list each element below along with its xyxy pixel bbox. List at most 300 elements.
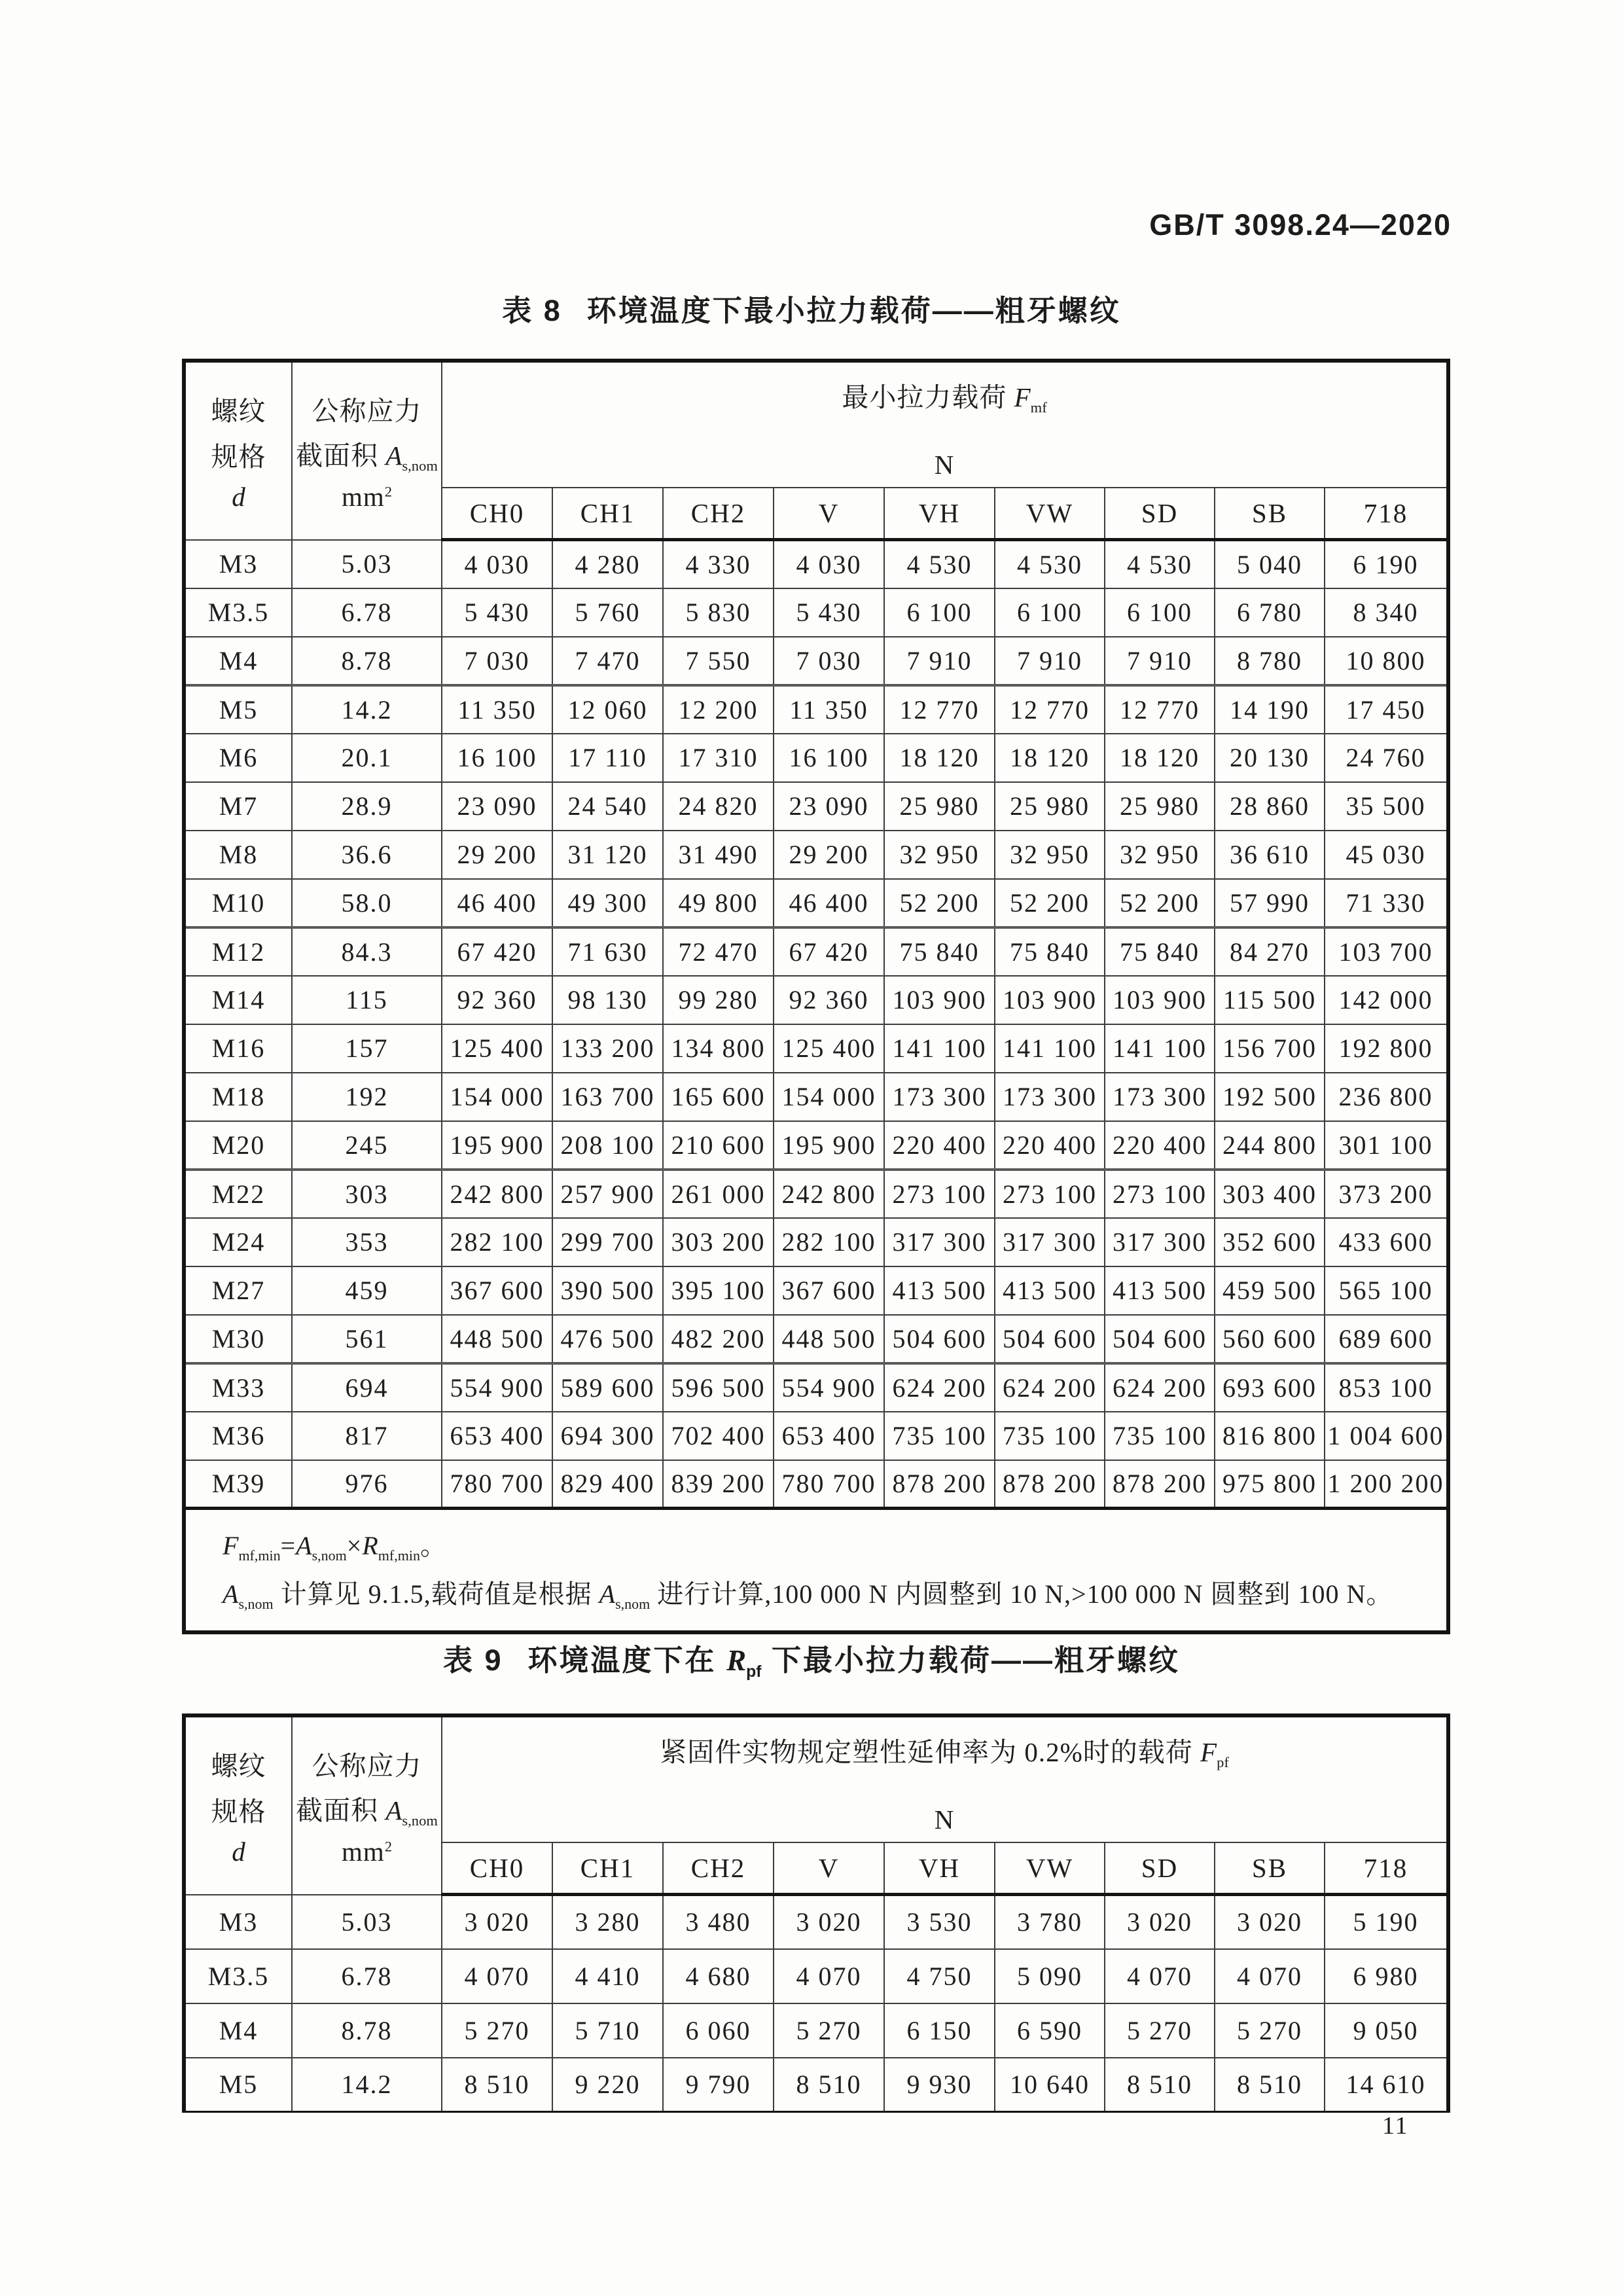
grade-col: V [774,1842,884,1895]
cell-load: 72 470 [663,927,774,976]
cell-load: 32 950 [884,831,995,879]
cell-load: 5 760 [552,588,663,637]
table-row [184,588,1448,637]
cell-load: 303 400 [1215,1170,1325,1218]
cell-area: 8.78 [292,2003,442,2058]
header-thread-size: 螺纹 规格 d [184,1715,292,1895]
cell-load: 780 700 [442,1460,552,1509]
cell-load: 154 000 [442,1073,552,1121]
cell-load: 273 100 [1105,1170,1215,1218]
table-row [184,2058,1448,2112]
cell-area: 14.2 [292,685,442,734]
cell-load: 75 840 [884,927,995,976]
cell-load: 1 004 600 [1325,1412,1448,1460]
cell-load: 433 600 [1325,1218,1448,1266]
cell-load: 45 030 [1325,831,1448,879]
cell-thread-size: M36 [184,1412,292,1460]
cell-load: 653 400 [774,1412,884,1460]
cell-load: 7 470 [552,637,663,685]
cell-load: 25 980 [1105,782,1215,831]
cell-load: 6 980 [1325,1949,1448,2003]
grade-col: 718 [1325,1842,1448,1895]
cell-thread-size: M7 [184,782,292,831]
cell-load: 29 200 [774,831,884,879]
cell-load: 853 100 [1325,1363,1448,1412]
table-row [184,1218,1448,1266]
cell-load: 67 420 [774,927,884,976]
cell-load: 9 790 [663,2058,774,2112]
cell-load: 103 900 [884,976,995,1024]
cell-load: 210 600 [663,1121,774,1170]
cell-load: 10 640 [995,2058,1105,2112]
cell-load: 317 300 [995,1218,1105,1266]
cell-load: 565 100 [1325,1266,1448,1315]
table8 [182,359,1450,1634]
cell-load: 46 400 [442,879,552,927]
footnote-formula: $F_{mf,min}=A_{s,nom}\times R_{mf,min}$。 [223,1531,447,1564]
table-row [184,685,1448,734]
grade-col: VH [884,1842,995,1895]
cell-thread-size: M5 [184,2058,292,2112]
cell-load: 141 100 [1105,1024,1215,1073]
cell-area: 303 [292,1170,442,1218]
cell-load: 18 120 [995,734,1105,782]
cell-load: 6 780 [1215,588,1325,637]
cell-area: 58.0 [292,879,442,927]
table-row [184,1412,1448,1460]
cell-load: 4 070 [774,1949,884,2003]
cell-load: 7 030 [774,637,884,685]
cell-load: 3 020 [1105,1895,1215,1949]
cell-area: 157 [292,1024,442,1073]
table-row [184,927,1448,976]
cell-load: 7 910 [884,637,995,685]
cell-load: 367 600 [774,1266,884,1315]
cell-load: 3 020 [774,1895,884,1949]
cell-thread-size: M12 [184,927,292,976]
cell-load: 98 130 [552,976,663,1024]
cell-load: 390 500 [552,1266,663,1315]
cell-load: 9 220 [552,2058,663,2112]
cell-load: 3 280 [552,1895,663,1949]
cell-load: 29 200 [442,831,552,879]
cell-load: 4 330 [663,540,774,588]
cell-load: 7 910 [995,637,1105,685]
cell-load: 36 610 [1215,831,1325,879]
cell-load: 301 100 [1325,1121,1448,1170]
cell-load: 504 600 [1105,1315,1215,1363]
cell-load: 5 190 [1325,1895,1448,1949]
cell-area: 694 [292,1363,442,1412]
cell-load: 141 100 [884,1024,995,1073]
cell-load: 653 400 [442,1412,552,1460]
cell-load: 133 200 [552,1024,663,1073]
cell-load: 236 800 [1325,1073,1448,1121]
table-row [184,1170,1448,1218]
cell-load: 14 610 [1325,2058,1448,2112]
cell-thread-size: M20 [184,1121,292,1170]
cell-load: 173 300 [884,1073,995,1121]
cell-load: 18 120 [1105,734,1215,782]
cell-load: 829 400 [552,1460,663,1509]
cell-load: 273 100 [995,1170,1105,1218]
cell-load: 504 600 [884,1315,995,1363]
cell-load: 35 500 [1325,782,1448,831]
grade-col: SD [1105,488,1215,540]
cell-area: 36.6 [292,831,442,879]
cell-thread-size: M22 [184,1170,292,1218]
cell-load: 4 280 [552,540,663,588]
cell-load: 352 600 [1215,1218,1325,1266]
cell-load: 134 800 [663,1024,774,1073]
cell-load: 4 530 [884,540,995,588]
cell-load: 173 300 [1105,1073,1215,1121]
grade-col: CH1 [552,488,663,540]
cell-load: 5 430 [774,588,884,637]
cell-load: 624 200 [884,1363,995,1412]
cell-load: 6 100 [995,588,1105,637]
doc-number: GB/T 3098.24—2020 [1149,208,1452,242]
header-stress-area: 公称应力 截面积 $A_{s,nom}$ $mm^2$ [292,361,442,540]
cell-load: 448 500 [442,1315,552,1363]
table9-header [184,1715,1448,1895]
cell-load: 125 400 [442,1024,552,1073]
cell-load: 816 800 [1215,1412,1325,1460]
cell-load: 84 270 [1215,927,1325,976]
cell-load: 735 100 [884,1412,995,1460]
cell-load: 220 400 [1105,1121,1215,1170]
cell-load: 32 950 [995,831,1105,879]
cell-load: 242 800 [442,1170,552,1218]
table-row [184,1121,1448,1170]
table-row [184,540,1448,588]
cell-load: 156 700 [1215,1024,1325,1073]
cell-load: 839 200 [663,1460,774,1509]
cell-thread-size: M33 [184,1363,292,1412]
cell-load: 7 910 [1105,637,1215,685]
cell-load: 125 400 [774,1024,884,1073]
cell-thread-size: M30 [184,1315,292,1363]
grade-col: SB [1215,1842,1325,1895]
unit-label: N [934,1804,955,1835]
cell-load: 413 500 [995,1266,1105,1315]
cell-load: 5 270 [442,2003,552,2058]
cell-load: 689 600 [1325,1315,1448,1363]
cell-load: 282 100 [442,1218,552,1266]
cell-load: 103 900 [1105,976,1215,1024]
cell-load: 5 270 [1105,2003,1215,2058]
table-row [184,1895,1448,1949]
cell-load: 25 980 [995,782,1105,831]
grade-col: CH0 [442,1842,552,1895]
cell-load: 12 770 [884,685,995,734]
cell-load: 103 900 [995,976,1105,1024]
cell-thread-size: M24 [184,1218,292,1266]
cell-area: 353 [292,1218,442,1266]
header-load-span: 最小拉力载荷 $F_{mf}$ N [442,361,1448,488]
cell-load: 115 500 [1215,976,1325,1024]
cell-load: 1 200 200 [1325,1460,1448,1509]
cell-load: 242 800 [774,1170,884,1218]
cell-load: 4 030 [774,540,884,588]
cell-area: 14.2 [292,2058,442,2112]
cell-load: 975 800 [1215,1460,1325,1509]
table9-body [184,1895,1448,2112]
cell-thread-size: M4 [184,637,292,685]
grade-col: VW [995,488,1105,540]
cell-area: 28.9 [292,782,442,831]
cell-load: 46 400 [774,879,884,927]
page-number: 11 [1382,2112,1409,2140]
cell-area: 6.78 [292,1949,442,2003]
cell-thread-size: M5 [184,685,292,734]
cell-load: 735 100 [1105,1412,1215,1460]
cell-load: 5 430 [442,588,552,637]
cell-load: 12 200 [663,685,774,734]
footnote-note: $A_{s,nom}$ 计算见 9.1.5,载荷值是根据 $A_{s,nom}$ 进行计算,100 000 N 内圆整到 10 N,>100 000 N 圆整到 100 N。 [223,1579,1393,1612]
cell-load: 165 600 [663,1073,774,1121]
cell-thread-size: M10 [184,879,292,927]
cell-load: 17 450 [1325,685,1448,734]
cell-load: 4 530 [995,540,1105,588]
cell-load: 5 270 [1215,2003,1325,2058]
table8-footnotes [184,1509,1448,1633]
cell-load: 878 200 [995,1460,1105,1509]
cell-load: 3 020 [442,1895,552,1949]
cell-load: 57 990 [1215,879,1325,927]
cell-load: 4 530 [1105,540,1215,588]
cell-thread-size: M4 [184,2003,292,2058]
grade-col: CH2 [663,1842,774,1895]
grade-col: SD [1105,1842,1215,1895]
cell-thread-size: M16 [184,1024,292,1073]
cell-area: 20.1 [292,734,442,782]
cell-thread-size: M27 [184,1266,292,1315]
cell-load: 32 950 [1105,831,1215,879]
cell-load: 14 190 [1215,685,1325,734]
cell-load: 208 100 [552,1121,663,1170]
cell-load: 560 600 [1215,1315,1325,1363]
cell-load: 71 330 [1325,879,1448,927]
table-row [184,831,1448,879]
cell-load: 273 100 [884,1170,995,1218]
cell-load: 92 360 [442,976,552,1024]
table-row [184,879,1448,927]
cell-load: 67 420 [442,927,552,976]
cell-load: 589 600 [552,1363,663,1412]
grade-col: VH [884,488,995,540]
table-row [184,1315,1448,1363]
table-row [184,1073,1448,1121]
cell-load: 75 840 [995,927,1105,976]
cell-load: 16 100 [774,734,884,782]
cell-load: 6 100 [884,588,995,637]
cell-load: 192 500 [1215,1073,1325,1121]
cell-load: 624 200 [1105,1363,1215,1412]
cell-thread-size: M3.5 [184,1949,292,2003]
cell-load: 25 980 [884,782,995,831]
cell-area: 192 [292,1073,442,1121]
cell-load: 735 100 [995,1412,1105,1460]
cell-area: 976 [292,1460,442,1509]
table-row [184,637,1448,685]
cell-load: 5 270 [774,2003,884,2058]
cell-area: 5.03 [292,540,442,588]
cell-load: 3 020 [1215,1895,1325,1949]
cell-load: 780 700 [774,1460,884,1509]
cell-load: 693 600 [1215,1363,1325,1412]
cell-load: 10 800 [1325,637,1448,685]
cell-load: 163 700 [552,1073,663,1121]
cell-load: 141 100 [995,1024,1105,1073]
cell-thread-size: M8 [184,831,292,879]
cell-load: 4 030 [442,540,552,588]
cell-load: 8 780 [1215,637,1325,685]
cell-load: 554 900 [774,1363,884,1412]
cell-load: 8 510 [442,2058,552,2112]
grade-col: 718 [1325,488,1448,540]
cell-load: 317 300 [1105,1218,1215,1266]
cell-load: 5 040 [1215,540,1325,588]
cell-load: 195 900 [774,1121,884,1170]
cell-load: 6 190 [1325,540,1448,588]
cell-load: 3 480 [663,1895,774,1949]
cell-load: 195 900 [442,1121,552,1170]
table9-title: 表 9 环境温度下在 $R_{pf}$ 下最小拉力载荷——粗牙螺纹 [443,1643,1180,1681]
cell-load: 7 030 [442,637,552,685]
cell-load: 7 550 [663,637,774,685]
table-row [184,1266,1448,1315]
cell-load: 23 090 [774,782,884,831]
cell-load: 367 600 [442,1266,552,1315]
cell-area: 561 [292,1315,442,1363]
cell-load: 4 070 [442,1949,552,2003]
cell-load: 24 820 [663,782,774,831]
cell-load: 395 100 [663,1266,774,1315]
cell-load: 28 860 [1215,782,1325,831]
cell-load: 257 900 [552,1170,663,1218]
cell-load: 244 800 [1215,1121,1325,1170]
cell-load: 71 630 [552,927,663,976]
cell-area: 5.03 [292,1895,442,1949]
cell-area: 459 [292,1266,442,1315]
cell-load: 49 300 [552,879,663,927]
cell-load: 282 100 [774,1218,884,1266]
cell-load: 12 060 [552,685,663,734]
cell-load: 220 400 [995,1121,1105,1170]
cell-load: 9 930 [884,2058,995,2112]
cell-load: 12 770 [1105,685,1215,734]
cell-area: 115 [292,976,442,1024]
grade-col: CH0 [442,488,552,540]
cell-load: 192 800 [1325,1024,1448,1073]
cell-load: 52 200 [884,879,995,927]
cell-load: 878 200 [1105,1460,1215,1509]
cell-load: 18 120 [884,734,995,782]
cell-load: 11 350 [442,685,552,734]
cell-load: 142 000 [1325,976,1448,1024]
cell-load: 11 350 [774,685,884,734]
table-row [184,1363,1448,1412]
cell-load: 694 300 [552,1412,663,1460]
cell-load: 4 750 [884,1949,995,2003]
cell-load: 5 710 [552,2003,663,2058]
cell-load: 52 200 [995,879,1105,927]
table8-header [184,361,1448,540]
table-row [184,1460,1448,1509]
cell-load: 9 050 [1325,2003,1448,2058]
cell-load: 878 200 [884,1460,995,1509]
cell-load: 173 300 [995,1073,1105,1121]
cell-load: 554 900 [442,1363,552,1412]
cell-load: 303 200 [663,1218,774,1266]
cell-load: 154 000 [774,1073,884,1121]
cell-load: 92 360 [774,976,884,1024]
cell-load: 220 400 [884,1121,995,1170]
unit-label: N [934,450,955,480]
cell-load: 8 510 [1215,2058,1325,2112]
cell-load: 6 060 [663,2003,774,2058]
cell-load: 24 760 [1325,734,1448,782]
table-row [184,1024,1448,1073]
cell-load: 8 340 [1325,588,1448,637]
cell-area: 817 [292,1412,442,1460]
cell-load: 482 200 [663,1315,774,1363]
cell-load: 20 130 [1215,734,1325,782]
cell-load: 3 530 [884,1895,995,1949]
table8-body [184,540,1448,1509]
cell-load: 596 500 [663,1363,774,1412]
cell-load: 6 590 [995,2003,1105,2058]
cell-thread-size: M6 [184,734,292,782]
cell-load: 413 500 [884,1266,995,1315]
header-stress-area: 公称应力 截面积 $A_{s,nom}$ $mm^2$ [292,1715,442,1895]
cell-load: 8 510 [774,2058,884,2112]
cell-load: 17 110 [552,734,663,782]
cell-load: 373 200 [1325,1170,1448,1218]
cell-load: 5 090 [995,1949,1105,2003]
grade-col: V [774,488,884,540]
cell-load: 476 500 [552,1315,663,1363]
cell-load: 12 770 [995,685,1105,734]
cell-area: 84.3 [292,927,442,976]
cell-load: 75 840 [1105,927,1215,976]
table-row [184,1949,1448,2003]
table8-title-text: 环境温度下最小拉力载荷——粗牙螺纹 [586,294,1121,327]
cell-load: 504 600 [995,1315,1105,1363]
cell-thread-size: M3 [184,1895,292,1949]
cell-load: 261 000 [663,1170,774,1218]
cell-area: 8.78 [292,637,442,685]
cell-load: 103 700 [1325,927,1448,976]
cell-load: 624 200 [995,1363,1105,1412]
cell-load: 23 090 [442,782,552,831]
cell-thread-size: M3.5 [184,588,292,637]
cell-load: 17 310 [663,734,774,782]
grade-col: SB [1215,488,1325,540]
cell-load: 3 780 [995,1895,1105,1949]
cell-thread-size: M39 [184,1460,292,1509]
grade-col: CH1 [552,1842,663,1895]
table8-title [0,287,1623,329]
cell-load: 448 500 [774,1315,884,1363]
table9-title-label: 表 9 [443,1643,503,1677]
cell-area: 245 [292,1121,442,1170]
cell-load: 5 830 [663,588,774,637]
cell-thread-size: M3 [184,540,292,588]
cell-load: 4 410 [552,1949,663,2003]
header-thread-size: 螺纹 规格 d [184,361,292,540]
